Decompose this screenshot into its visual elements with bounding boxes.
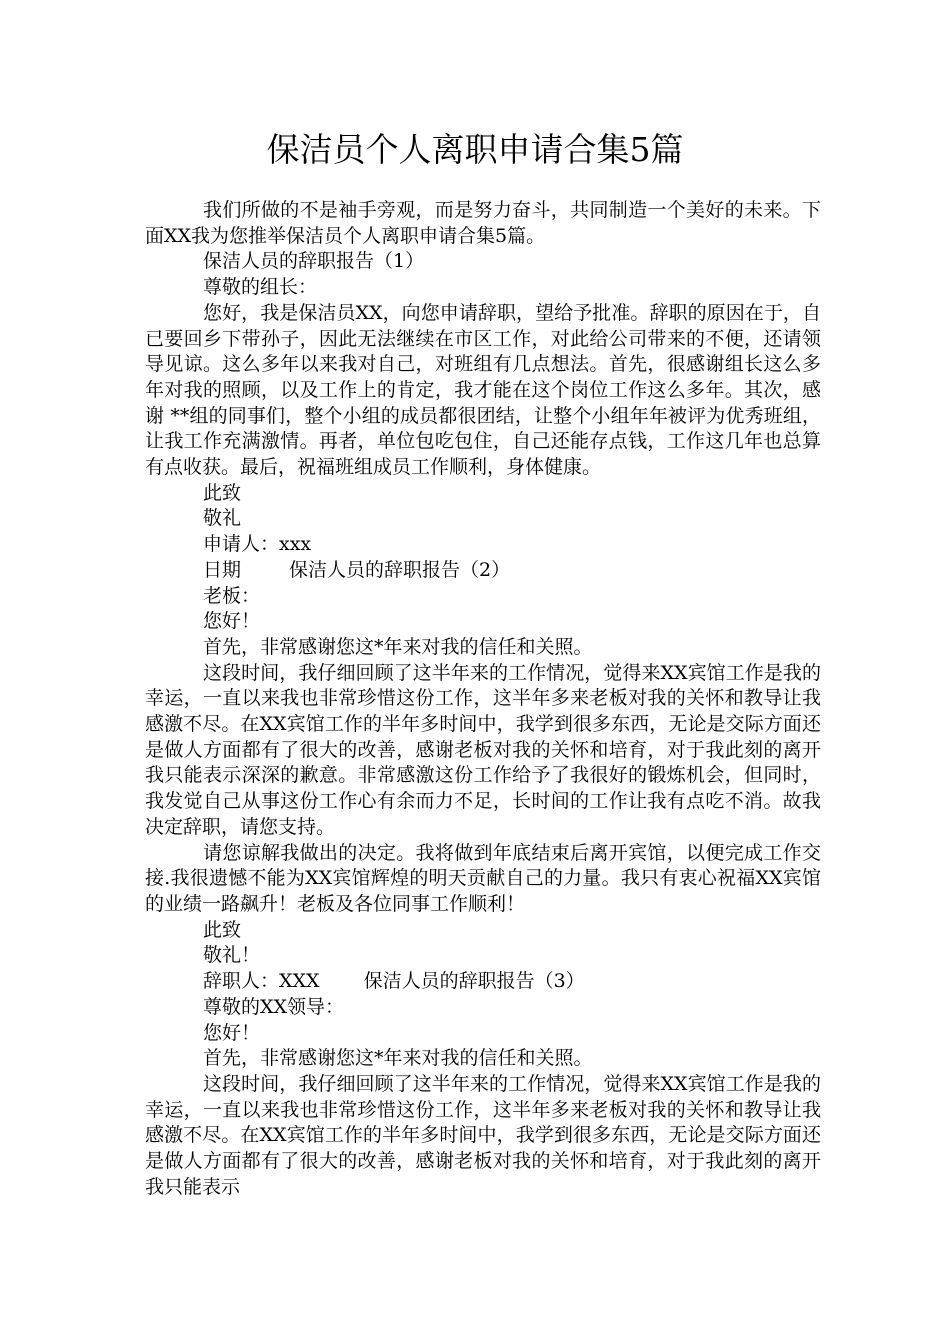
report-2-paragraph-2: 这段时间，我仔细回顾了这半年来的工作情况，觉得来XX宾馆工作是我的幸运，一直以来我也非常珍惜这份工作，这半年多来老板对我的关怀和教导让我感激不尽。在XX宾馆工作的半年多时间中，我学到很多东西，无论是交际方面还是做人方面都有了很大的改善，感谢老板对我的关怀和培育，对于我此刻的离开我只能表示深深的歉意。非常感激这份工作给予了我很好的锻炼机会，但同时，我发觉自己从事这份工作心有余而力不足，长时间的工作让我有点吃不消。故我决定辞职，请您支持。 <box>145 661 821 838</box>
report-2-closing-2: 敬礼！ <box>203 944 261 967</box>
report-3-paragraph-1: 首先，非常感谢您这*年来对我的信任和关照。 <box>203 1047 593 1070</box>
document-body <box>145 198 821 1200</box>
report-1-closing-1: 此致 <box>203 481 242 504</box>
report-2-paragraph-1: 首先，非常感谢您这*年来对我的信任和关照。 <box>203 635 593 658</box>
report-3-paragraph-2: 这段时间，我仔细回顾了这半年来的工作情况，觉得来XX宾馆工作是我的幸运，一直以来我也非常珍惜这份工作，这半年多来老板对我的关怀和教导让我感激不尽。在XX宾馆工作的半年多时间中，我学到很多东西，无论是交际方面还是做人方面都有了很大的改善，感谢老板对我的关怀和培育，对于我此刻的离开我只能表示 <box>145 1072 821 1198</box>
report-2-paragraph-3: 请您谅解我做出的决定。我将做到年底结束后离开宾馆，以便完成工作交接.我很遗憾不能为XX宾馆辉煌的明天贡献自己的力量。我只有衷心祝福XX宾馆的业绩一路飙升！老板及各位同事工作顺利！ <box>145 841 821 915</box>
report-1-body: 您好，我是保洁员XX，向您申请辞职，望给予批准。辞职的原因在于，自已要回乡下带孙子，因此无法继续在市区工作，对此给公司带来的不便，还请领导见谅。这么多年以来我对自己，对班组有几点想法。首先，很感谢组长这么多年对我的照顾，以及工作上的肯定，我才能在这个岗位工作这么多年。其次，感谢 **组的同事们，整个小组的成员都很团结，让整个小组年年被评为优秀班组，让我工作充满激情。再者，单位包吃包住，自己还能存点钱，工作这几年也总算有点收获。最后，祝福班组成员工作顺利，身体健康。 <box>145 301 821 479</box>
report-2-salutation: 老板： <box>203 584 261 607</box>
document-title: 保洁员个人离职申请合集5篇 <box>266 130 684 169</box>
report-1-date-line <box>145 558 821 584</box>
report-2-heading: 保洁人员的辞职报告（2） <box>289 558 511 581</box>
report-1-salutation: 尊敬的组长： <box>203 276 318 299</box>
report-2-signer: 辞职人：XXX <box>203 970 320 993</box>
report-2-signer-line <box>145 969 821 995</box>
intro-paragraph: 我们所做的不是袖手旁观，而是努力奋斗，共同制造一个美好的未来。下面XX我为您推举保洁员个人离职申请合集5篇。 <box>145 199 821 247</box>
report-1-date: 日期 <box>203 558 242 581</box>
report-2-greeting: 您好！ <box>203 610 261 633</box>
report-3-salutation: 尊敬的XX领导： <box>203 995 345 1018</box>
report-3-greeting: 您好！ <box>203 1021 261 1044</box>
report-2-closing-1: 此致 <box>203 918 242 941</box>
report-1-closing-2: 敬礼 <box>203 507 242 530</box>
report-1-heading: 保洁人员的辞职报告（1） <box>203 250 425 273</box>
report-1-applicant: 申请人：xxx <box>203 533 312 556</box>
report-3-heading: 保洁人员的辞职报告（3） <box>363 970 585 993</box>
